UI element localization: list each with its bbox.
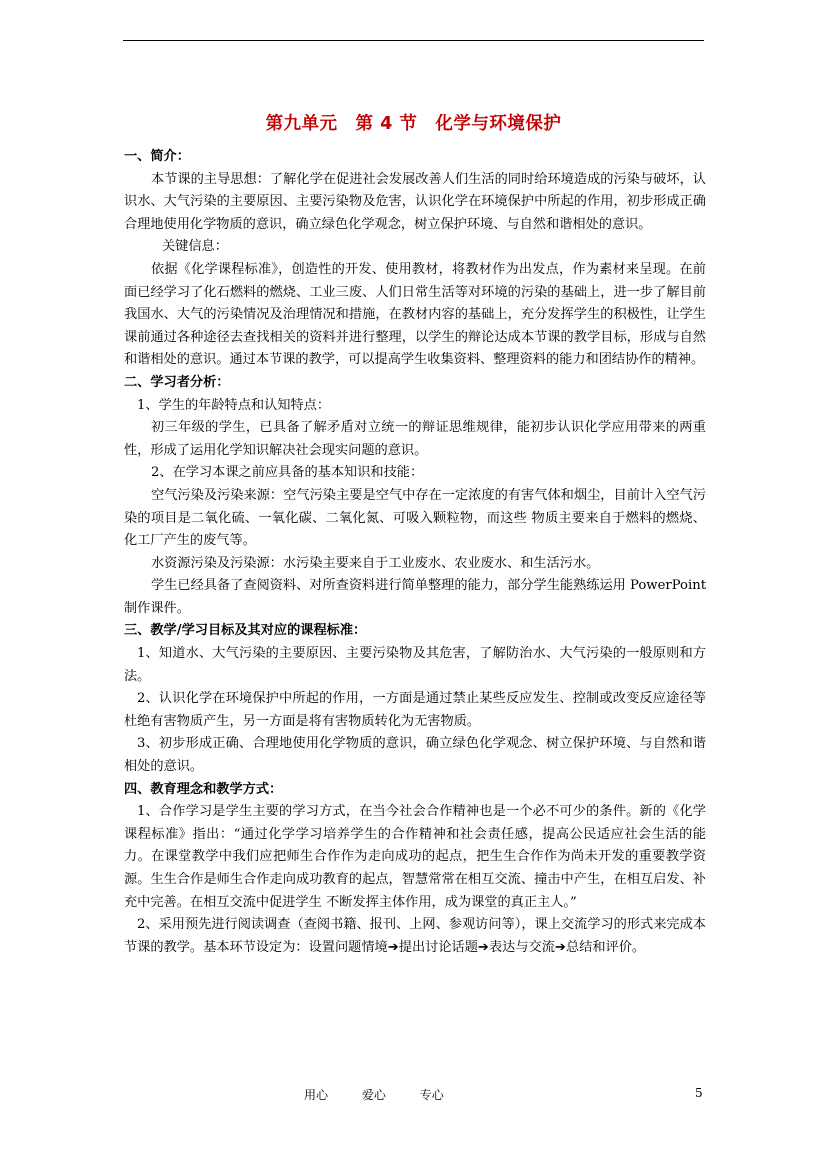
paragraph: 依据《化学课程标准》，创造性的开发、使用教材，将教材作为出发点，作为素材来呈现。在前面已经学习了化石燃料的燃烧、工业三废、人们日常生活等对环境的污染的基础上，进一步了解目前我国水、大气的污染情况及治理情况和措施，在教材内容的基础上，充分发挥学生的积极性，让学生课前通过各种途径去查找相关的资料并进行整理，以学生的辩论达成本节课的教学目标，形成与自然和谐相处的意识。通过本节课的教学，可以提高学生收集资料、整理资料的能力和团结协作的精神。 — [124, 261, 706, 368]
paragraph: 本节课的主导思想：了解化学在促进社会发展改善人们生活的同时给环境造成的污染与破坏，认识水、大气污染的主要原因、主要污染物及危害，认识化学在环境保护中所起的作用，初步形成正确合理地使用化学物质的意识，确立绿色化学观念，树立保护环境、与自然和谐相处的意识。 — [124, 171, 706, 232]
footer-word: 用心 — [304, 1088, 329, 1102]
paragraph: 空气污染及污染来源：空气污染主要是空气中存在一定浓度的有害气体和烟尘，目前计入空气污染的项目是二氧化硫、一氧化碳、二氧化氮、可吸入颗粒物，而这些 物质主要来自于燃料的燃烧、化工厂产生的废气等。 — [124, 487, 706, 549]
list-item: 1、学生的年龄特点和认知特点： — [137, 397, 331, 413]
page-number: 5 — [695, 1086, 703, 1100]
paragraph: 水资源污染及污染源：水污染主要来自于工业废水、农业废水、和生活污水。 — [151, 555, 600, 571]
header-rule — [123, 40, 704, 41]
footer-word: 专心 — [419, 1088, 444, 1102]
section-heading-intro: 一、简介： — [124, 149, 190, 164]
page-title: 第九单元 第 4 节 化学与环境保护 — [265, 114, 562, 134]
paragraph: 初三年级的学生，已具备了解矛盾对立统一的辩证思维规律，能初步认识化学应用带来的两重性，形成了运用化学知识解决社会现实问题的意识。 — [124, 420, 706, 458]
list-item: 2、认识化学在环境保护中所起的作用，一方面是通过禁止某些反应发生、控制或改变反应途径等杜绝有害物质产生，另一方面是将有害物质转化为无害物质。 — [124, 691, 706, 729]
section-heading-learner-analysis: 二、学习者分析： — [124, 374, 230, 390]
section-heading-objectives: 三、教学/学习目标及其对应的课程标准： — [124, 623, 367, 639]
list-item: 2、在学习本课之前应具备的基本知识和技能： — [151, 465, 424, 481]
list-item: 2、采用预先进行阅读调查（查阅书籍、报刊、上网、参观访问等），课上交流学习的形式来完成本节课的教学。基本环节设定为：设置问题情境➔提出讨论话题➔表达与交流➔总结和评价。 — [124, 917, 706, 955]
list-item: 1、合作学习是学生主要的学习方式，在当今社会合作精神也是一个必不可少的条件。新的《化学课程标准》指出：“通过化学学习培养学生的合作精神和社会责任感，提高公民适应社会生活的能力。在课堂教学中我们应把师生合作作为走向成功的起点，把生生合作作为尚未开发的重要教学资源。生生合作是师生合作走向成功教育的起点，智慧常常在相互交流、撞击中产生，在相互启发、补充中完善。在相互交流中促进学生 不断发挥主体作用，成为课堂的真正主人。” — [124, 804, 706, 910]
section-heading-philosophy: 四、教育理念和教学方式： — [124, 781, 283, 797]
footer-word: 爱心 — [361, 1088, 386, 1102]
list-item: 3、初步形成正确、合理地使用化学物质的意识，确立绿色化学观念、树立保护环境、与自然和谐相处的意识。 — [124, 736, 706, 775]
key-info-label: 关键信息： — [162, 239, 228, 255]
document-body — [124, 146, 706, 959]
list-item: 1、知道水、大气污染的主要原因、主要污染物及其危害，了解防治水、大气污染的一般原则和方法。 — [124, 646, 706, 684]
footer-motto — [304, 1086, 474, 1103]
paragraph: 学生已经具备了查阅资料、对所查资料进行简单整理的能力，部分学生能熟练运用 PowerPoint 制作课件。 — [124, 578, 706, 616]
